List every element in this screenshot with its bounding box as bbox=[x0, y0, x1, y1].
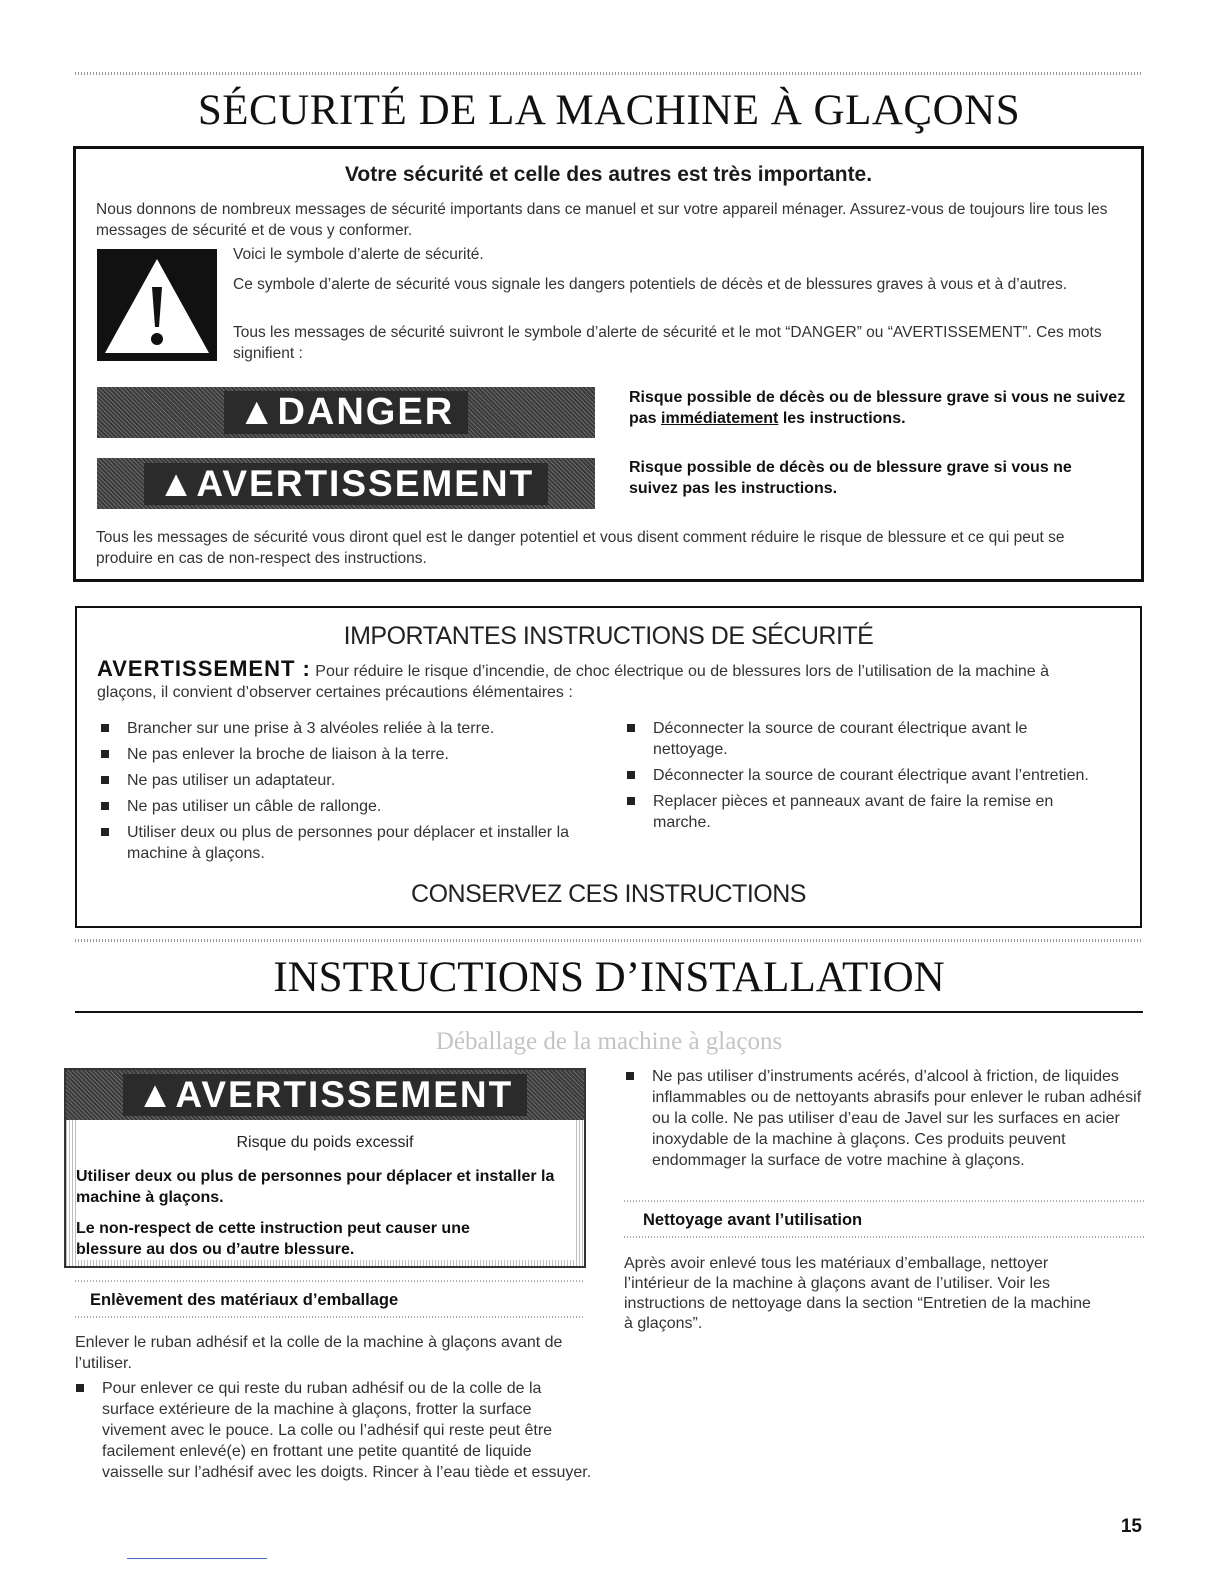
symbol-desc: Ce symbole d’alerte de sécurité vous signale les dangers potentiels de décès et de blessures graves à vous et à d’autres. bbox=[233, 276, 1068, 293]
mid-rule bbox=[75, 939, 1143, 942]
page-title: SÉCURITÉ DE LA MACHINE À GLAÇONS bbox=[197, 87, 1021, 134]
weight-warning-body bbox=[76, 1120, 574, 1260]
warning-text: Risque possible de décès ou de blessure grave si vous ne suivez pas les instructions. bbox=[629, 459, 1072, 497]
important-right-list bbox=[623, 718, 1093, 838]
list-item: Déconnecter la source de courant électrique avant l’entretien. bbox=[623, 765, 1093, 786]
list-item: Replacer pièces et panneaux avant de faire la remise en marche. bbox=[623, 791, 1093, 833]
danger-banner-inner bbox=[224, 391, 468, 434]
install-title: INSTRUCTIONS D’INSTALLATION bbox=[273, 954, 945, 1001]
important-heading: IMPORTANTES INSTRUCTIONS DE SÉCURITÉ bbox=[343, 622, 874, 650]
list-item: Utiliser deux ou plus de personnes pour déplacer et installer la machine à glaçons. bbox=[97, 822, 572, 864]
warning-banner-inner bbox=[144, 463, 548, 505]
important-left-list bbox=[97, 718, 572, 869]
danger-text-underlined: immédiatement bbox=[661, 410, 779, 427]
removal-list bbox=[72, 1378, 592, 1488]
removal-rule-top bbox=[75, 1280, 585, 1282]
alert-small-icon: ▲ bbox=[157, 462, 197, 504]
safety-heading: Votre sécurité et celle des autres est très importante. bbox=[344, 163, 873, 186]
list-item: Déconnecter la source de courant électrique avant le nettoyage. bbox=[623, 718, 1093, 760]
safety-intro: Nous donnons de nombreux messages de sécurité importants dans ce manuel et sur votre appareil ménager. Assurez-vous de toujours lire tous les messages de sécurité et de vous y conformer. bbox=[96, 201, 1108, 239]
weight-risk: Risque du poids excessif bbox=[236, 1134, 414, 1151]
danger-text-a: Risque possible de décès ou de blessure grave si vous ne suivez pas bbox=[629, 389, 1126, 427]
important-warn-text: Pour réduire le risque d’incendie, de choc électrique ou de blessures lors de l’utilisation de la machine à glaçons, il convient d’observer certaines précautions élémentaires : bbox=[97, 663, 1050, 701]
warning-banner bbox=[97, 458, 595, 509]
safety-footer: Tous les messages de sécurité vous diront quel est le danger potentiel et vous disent comment réduire le risque de blessure et ce qui peut se produire en cas de non-respect des instructions. bbox=[96, 529, 1065, 567]
danger-text-b: les instructions. bbox=[778, 410, 906, 427]
weight-warning-label: AVERTISSEMENT bbox=[175, 1074, 514, 1115]
weight-line2: Le non-respect de cette instruction peut causer une blessure au dos ou d’autre blessure. bbox=[76, 1220, 470, 1258]
list-item: Pour enlever ce qui reste du ruban adhésif ou de la colle de la surface extérieure de la machine à glaçons, frotter la surface vivement avec le pouce. La colle ou l’adhésif qui reste peut être facilement enlevé(e) en frottant une petite quantité de liquide vaisselle sur l’adhésif avec les doigts. Rincer à l’eau tiède et essuyer. bbox=[72, 1378, 592, 1483]
danger-banner bbox=[97, 387, 595, 438]
clean-text: Après avoir enlevé tous les matériaux d’emballage, nettoyer l’intérieur de la machine à glaçons avant de l’utiliser. Voir les instructions de nettoyage dans la section “Entretien de la machine à glaçons”. bbox=[624, 1255, 1091, 1332]
alert-triangle-icon bbox=[97, 249, 217, 361]
safety-alert-icon bbox=[97, 249, 217, 361]
list-item: Brancher sur une prise à 3 alvéoles reliée à la terre. bbox=[97, 718, 572, 739]
list-item: Ne pas utiliser un adaptateur. bbox=[97, 770, 572, 791]
weight-line1: Utiliser deux ou plus de personnes pour déplacer et installer la machine à glaçons. bbox=[76, 1168, 555, 1206]
removal-rule-bottom bbox=[75, 1316, 585, 1318]
weight-warning-box bbox=[64, 1068, 586, 1268]
important-box bbox=[75, 606, 1142, 928]
important-warning bbox=[97, 658, 1107, 703]
danger-label: DANGER bbox=[277, 391, 455, 433]
danger-text bbox=[629, 387, 1139, 429]
removal-text: Enlever le ruban adhésif et la colle de la machine à glaçons avant de l’utiliser. bbox=[75, 1334, 563, 1372]
weight-warning-banner bbox=[66, 1070, 584, 1120]
list-item: Ne pas enlever la broche de liaison à la terre. bbox=[97, 744, 572, 765]
page-number: 15 bbox=[1120, 1516, 1142, 1537]
list-item: Ne pas utiliser un câble de rallonge. bbox=[97, 796, 572, 817]
safety-box bbox=[73, 146, 1144, 582]
right-list bbox=[622, 1066, 1144, 1176]
list-item: Ne pas utiliser d’instruments acérés, d’alcool à friction, de liquides inflammables ou de nettoyants abrasifs pour enlever le ruban adhésif ou la colle. Ne pas utiliser d’eau de Javel sur les surfaces en acier inoxydable de la machine à glaçons. Ces produits peuvent endommager la surface de votre machine à glaçons. bbox=[622, 1066, 1144, 1171]
clean-rule-top bbox=[624, 1200, 1144, 1202]
alert-small-icon: ▲ bbox=[136, 1074, 176, 1115]
clean-heading: Nettoyage avant l’utilisation bbox=[643, 1211, 863, 1229]
symbol-line: Voici le symbole d’alerte de sécurité. bbox=[233, 246, 484, 263]
top-rule bbox=[75, 72, 1143, 75]
words-desc: Tous les messages de sécurité suivront le symbole d’alerte de sécurité et le mot “DANGER” ou “AVERTISSEMENT”. Ces mots signifient : bbox=[233, 324, 1102, 362]
important-footer: CONSERVEZ CES INSTRUCTIONS bbox=[411, 880, 806, 908]
removal-heading: Enlèvement des matériaux d’emballage bbox=[90, 1291, 399, 1309]
clean-rule-bottom bbox=[624, 1236, 1144, 1238]
important-warn-word: AVERTISSEMENT : bbox=[97, 656, 311, 681]
install-subtitle: Déballage de la machine à glaçons bbox=[435, 1028, 783, 1055]
warning-label: AVERTISSEMENT bbox=[196, 462, 535, 504]
install-title-rule bbox=[75, 1011, 1143, 1013]
weight-warning-banner-inner bbox=[123, 1074, 527, 1116]
footer-line bbox=[127, 1558, 267, 1559]
alert-small-icon: ▲ bbox=[237, 391, 278, 433]
